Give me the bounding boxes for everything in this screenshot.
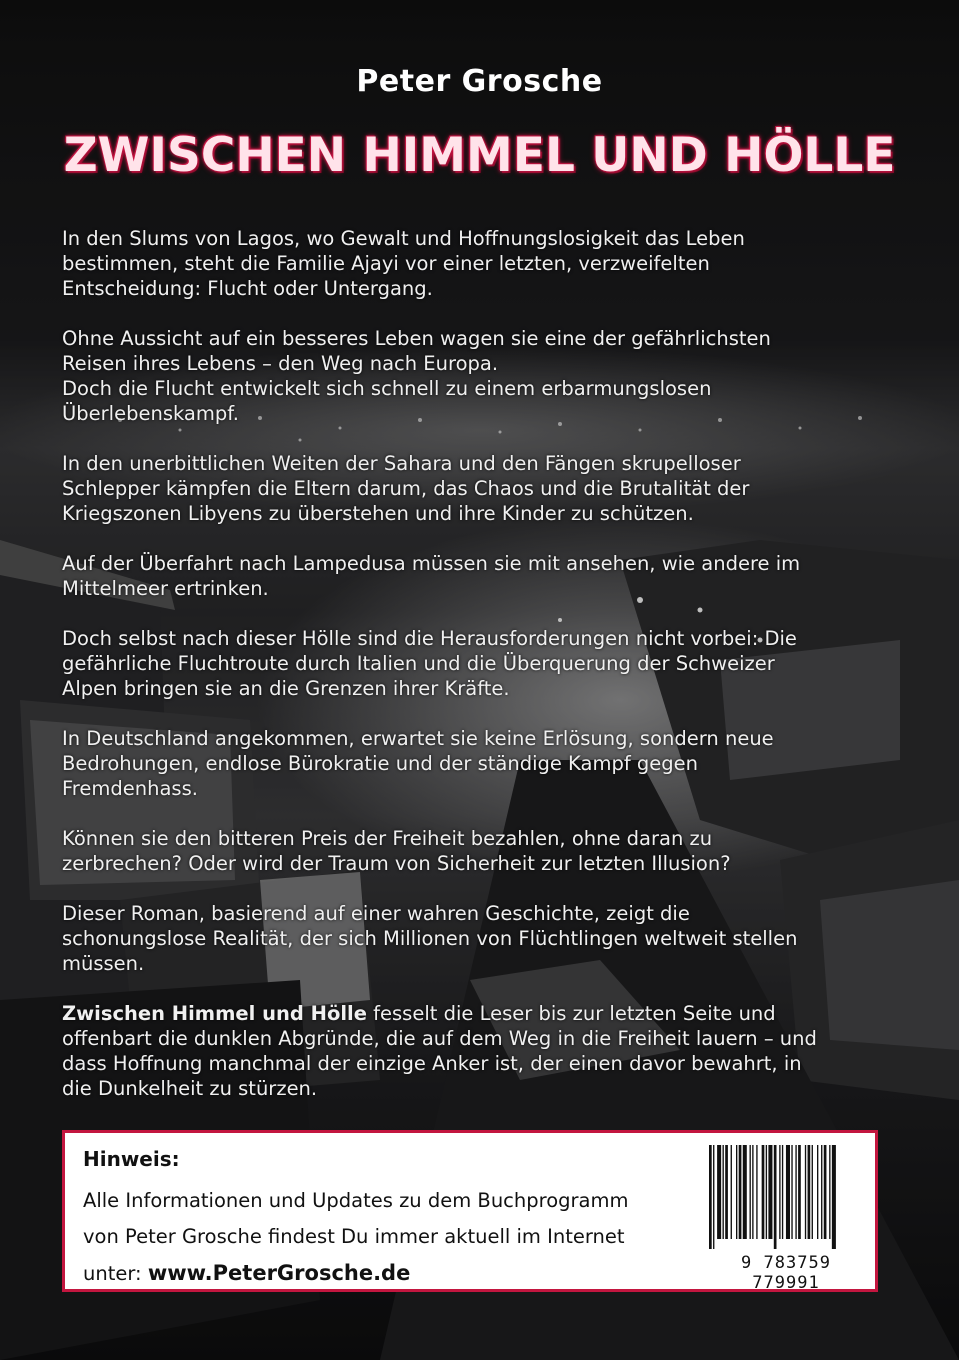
blurb-paragraph: In Deutschland angekommen, erwartet sie keine Erlösung, sondern neue Bedrohungen, endlose Bürokratie und der ständige Kampf gegen Fremdenhass. bbox=[62, 727, 774, 800]
barcode-bar bbox=[786, 1145, 790, 1239]
blurb-paragraph: Dieser Roman, basierend auf einer wahren Geschichte, zeigt die schonungslose Realität, der sich Millionen von Flüchtlingen weltweit stellen müssen. bbox=[62, 902, 798, 975]
barcode-bar bbox=[774, 1145, 777, 1249]
barcode-bar bbox=[762, 1145, 765, 1239]
blurb-text bbox=[62, 226, 892, 1126]
barcode-bar bbox=[824, 1145, 827, 1239]
barcode-bar bbox=[779, 1145, 780, 1239]
barcode-bar bbox=[768, 1145, 772, 1239]
barcode-bar bbox=[805, 1145, 806, 1239]
blurb-paragraph: In den unerbittlichen Weiten der Sahara und den Fängen skrupelloser Schlepper kämpfen die Eltern darum, das Chaos und die Brutalität der Kriegszonen Libyens zu überstehen und ihre Kinder zu schützen. bbox=[62, 452, 750, 525]
barcode-bar bbox=[812, 1145, 813, 1239]
notice-body: Alle Informationen und Updates zu dem Buchprogramm von Peter Grosche findest Du immer aktuell im Internet unter: bbox=[83, 1189, 629, 1285]
barcode-bar bbox=[795, 1145, 796, 1239]
notice-text bbox=[83, 1183, 713, 1292]
book-title: ZWISCHEN HIMMEL UND HÖLLE bbox=[63, 128, 896, 183]
blurb-paragraph: Können sie den bitteren Preis der Freiheit bezahlen, ohne daran zu zerbrechen? Oder wird der Traum von Sicherheit zur letzten Illusion? bbox=[62, 827, 731, 875]
barcode-bars bbox=[705, 1145, 867, 1249]
barcode-bar bbox=[713, 1145, 714, 1249]
barcode-bar bbox=[717, 1145, 721, 1239]
notice-box bbox=[62, 1130, 878, 1292]
barcode-bar bbox=[723, 1145, 724, 1239]
blurb-closing-text: fesselt die Leser bis zur letzten Seite und offenbart die dunklen Abgründe, die auf dem Weg in die Freiheit lauern – und dass Hoffnung manchmal der einzige Anker ist, der einen davor bewahrt, in die Dunkelheit zu stürzen. bbox=[62, 1002, 817, 1100]
blurb-paragraph: In den Slums von Lagos, wo Gewalt und Hoffnungslosigkeit das Leben bestimmen, steht die Familie Ajayi vor einer letzten, verzweifelten Entscheidung: Flucht oder Untergang. bbox=[62, 227, 745, 300]
barcode-bar bbox=[791, 1145, 792, 1239]
notice-title: Hinweis: bbox=[83, 1147, 180, 1171]
barcode-bar bbox=[756, 1145, 757, 1239]
barcode-bar bbox=[731, 1145, 732, 1239]
author-name: Peter Grosche bbox=[356, 64, 603, 99]
isbn-barcode bbox=[705, 1145, 867, 1293]
barcode-bar bbox=[752, 1145, 753, 1239]
barcode-bar bbox=[829, 1145, 830, 1239]
barcode-bar bbox=[739, 1145, 742, 1239]
barcode-bar bbox=[725, 1145, 728, 1239]
barcode-bar bbox=[766, 1145, 767, 1239]
barcode-bar bbox=[736, 1145, 737, 1239]
barcode-bar bbox=[750, 1145, 751, 1239]
blurb-paragraph: Auf der Überfahrt nach Lampedusa müssen sie mit ansehen, wie andere im Mittelmeer ertrinken. bbox=[62, 552, 801, 600]
barcode-bar bbox=[832, 1145, 836, 1249]
barcode-bar bbox=[743, 1145, 747, 1239]
isbn-number: 9 783759 779991 bbox=[741, 1253, 831, 1293]
barcode-bar bbox=[782, 1145, 783, 1239]
barcode-bar bbox=[817, 1145, 818, 1239]
barcode-bar bbox=[798, 1145, 801, 1239]
blurb-closing-paragraph bbox=[62, 1001, 892, 1101]
blurb-paragraph: Ohne Aussicht auf ein besseres Leben wagen sie eine der gefährlichsten Reisen ihres Lebens – den Weg nach Europa. Doch die Flucht entwickelt sich schnell zu einem erbarmungslosen Überlebenskampf. bbox=[62, 327, 771, 425]
blurb-paragraph: Doch selbst nach dieser Hölle sind die Herausforderungen nicht vorbei: Die gefährliche Fluchtroute durch Italien und die Überquerung der Schweizer Alpen bringen sie an die Grenzen ihrer Kräfte. bbox=[62, 627, 797, 700]
blurb-title-emphasis: Zwischen Himmel und Hölle bbox=[62, 1002, 367, 1025]
website-link[interactable]: www.PeterGrosche.de bbox=[147, 1261, 411, 1285]
barcode-bar bbox=[808, 1145, 811, 1239]
barcode-bar bbox=[821, 1145, 822, 1239]
barcode-bar bbox=[709, 1145, 712, 1249]
